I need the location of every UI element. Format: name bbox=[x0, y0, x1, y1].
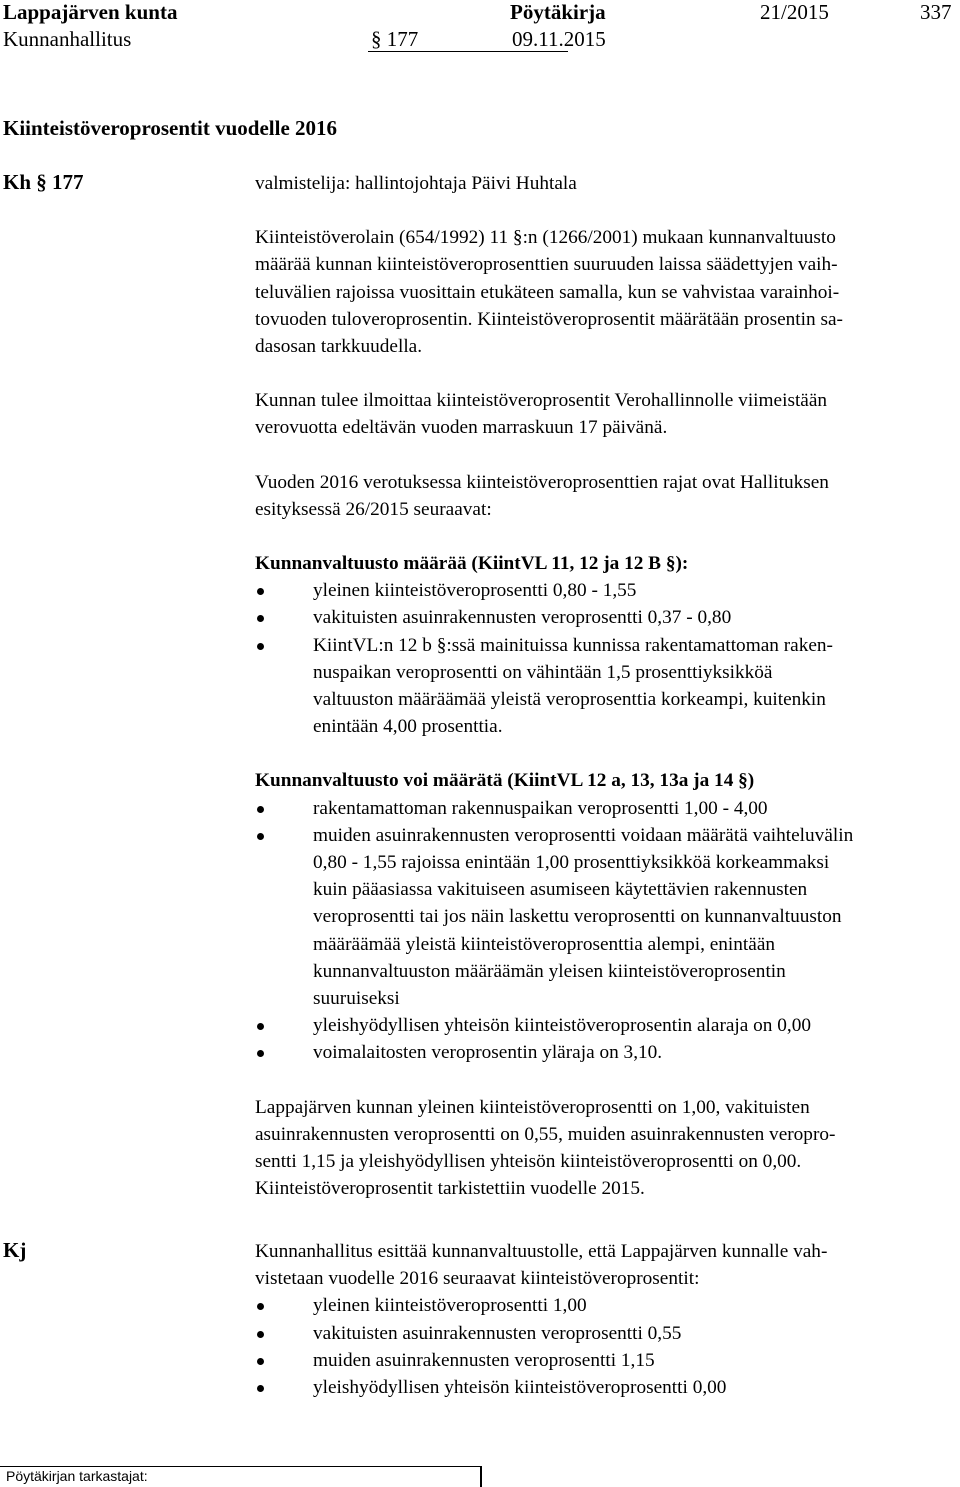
list-item: yleinen kiinteistöveroprosentti 1,00 bbox=[255, 1292, 955, 1319]
paragraph-notification: Kunnan tulee ilmoittaa kiinteistöveroprosentit Verohallinnolle viimeistään verovuotta edeltävän vuoden marraskuun 17 päivänä. bbox=[255, 390, 828, 439]
municipality-name: Lappajärven kunta bbox=[3, 0, 178, 24]
paragraph-proposal: Kunnanhallitus esittää kunnanvaltuustolle, että Lappajärven kunnalle vah- vistetaan vuodelle 2016 seuraavat kiinteistöveroprosentit: bbox=[255, 1241, 828, 1290]
section-label-kh: Kh § 177 bbox=[3, 170, 84, 194]
meeting-body: Kunnanhallitus bbox=[3, 27, 132, 51]
list-item: vakituisten asuinrakennusten veroprosentti 0,37 - 0,80 bbox=[255, 604, 955, 631]
paragraph-current-rates: Lappajärven kunnan yleinen kiinteistöveroprosentti on 1,00, vakituisten asuinrakennusten veroprosentti on 0,55, muiden asuinrakennusten veropro- sentti 1,15 ja yleishyödyllisen yhteisön kiinteistöveroprosentti on 0,00. Kiinteistöveroprosentit tarkistettiin vuodelle 2015. bbox=[255, 1096, 836, 1200]
kj-body bbox=[255, 1238, 955, 1401]
meeting-date: 09.11.2015 bbox=[512, 27, 606, 51]
preparer-line: valmistelija: hallintojohtaja Päivi Huhtala bbox=[255, 173, 577, 194]
footer-inspectors-box bbox=[0, 1466, 482, 1487]
kh-body bbox=[255, 170, 955, 1203]
paragraph-limits-intro: Vuoden 2016 verotuksessa kiinteistöveroprosenttien rajat ovat Hallituksen esityksessä 26/2015 seuraavat: bbox=[255, 471, 829, 520]
section-number: § 177 bbox=[371, 27, 419, 51]
footer-inspectors-label: Pöytäkirjan tarkastajat: bbox=[6, 1468, 148, 1484]
list-item: yleinen kiinteistöveroprosentti 0,80 - 1,55 bbox=[255, 577, 955, 604]
list-item: muiden asuinrakennusten veroprosentti voidaan määrätä vaihteluvälin 0,80 - 1,55 rajoissa enintään 1,00 prosenttiyksikköä korkeammaksi kuin pääasiassa vakituiseen asumiseen käytettävien rakennusten veroprosentti tai jos näin laskettu veroprosentti on kunnanvaltuuston määräämää yleistä kiinteistöveroprosenttia alempi, enintään kunnanvaltuuston määräämän yleisen kiinteistöveroprosentin suuruiseksi bbox=[255, 822, 955, 1012]
mandatory-rates-list bbox=[255, 577, 955, 740]
proposed-rates-list bbox=[255, 1292, 955, 1401]
list-item: muiden asuinrakennusten veroprosentti 1,15 bbox=[255, 1347, 955, 1374]
list-item: yleishyödyllisen yhteisön kiinteistöveroprosentti 0,00 bbox=[255, 1374, 955, 1401]
paragraph-legal-basis: Kiinteistöverolain (654/1992) 11 §:n (1266/2001) mukaan kunnanvaltuusto määrää kunnan kiinteistöveroprosenttien suuruuden laissa säädettyjen vaih- teluvälien rajoissa vuosittain etukäteen samalla, kun se vahvistaa varainhoi- tovuoden tuloveroprosentin. Kiinteistöveroprosentit määrätään prosentin sa- dasosan tarkkuudella. bbox=[255, 227, 843, 358]
document-number: 21/2015 bbox=[760, 0, 829, 24]
heading-mandatory-rates: Kunnanvaltuusto määrää (KiintVL 11, 12 ja 12 B §): bbox=[255, 553, 689, 575]
header-underline bbox=[368, 51, 568, 52]
list-item: voimalaitosten veroprosentin yläraja on 3,10. bbox=[255, 1039, 955, 1066]
list-item: yleishyödyllisen yhteisön kiinteistöveroprosentin alaraja on 0,00 bbox=[255, 1012, 955, 1039]
section-label-kj: Kj bbox=[3, 1238, 27, 1262]
page-title: Kiinteistöveroprosentit vuodelle 2016 bbox=[3, 116, 338, 140]
list-item: rakentamattoman rakennuspaikan veroprosentti 1,00 - 4,00 bbox=[255, 795, 955, 822]
page-number: 337 bbox=[920, 0, 952, 24]
document-type: Pöytäkirja bbox=[510, 0, 606, 24]
optional-rates-list bbox=[255, 795, 955, 1067]
list-item: vakituisten asuinrakennusten veroprosentti 0,55 bbox=[255, 1320, 955, 1347]
list-item: KiintVL:n 12 b §:ssä mainituissa kunnissa rakentamattoman raken- nuspaikan veroprosentti on vähintään 1,5 prosenttiyksikköä valtuuston määräämää yleistä veroprosenttia korkeampi, kuitenkin enintään 4,00 prosenttia. bbox=[255, 632, 955, 741]
heading-optional-rates: Kunnanvaltuusto voi määrätä (KiintVL 12 a, 13, 13a ja 14 §) bbox=[255, 770, 755, 792]
